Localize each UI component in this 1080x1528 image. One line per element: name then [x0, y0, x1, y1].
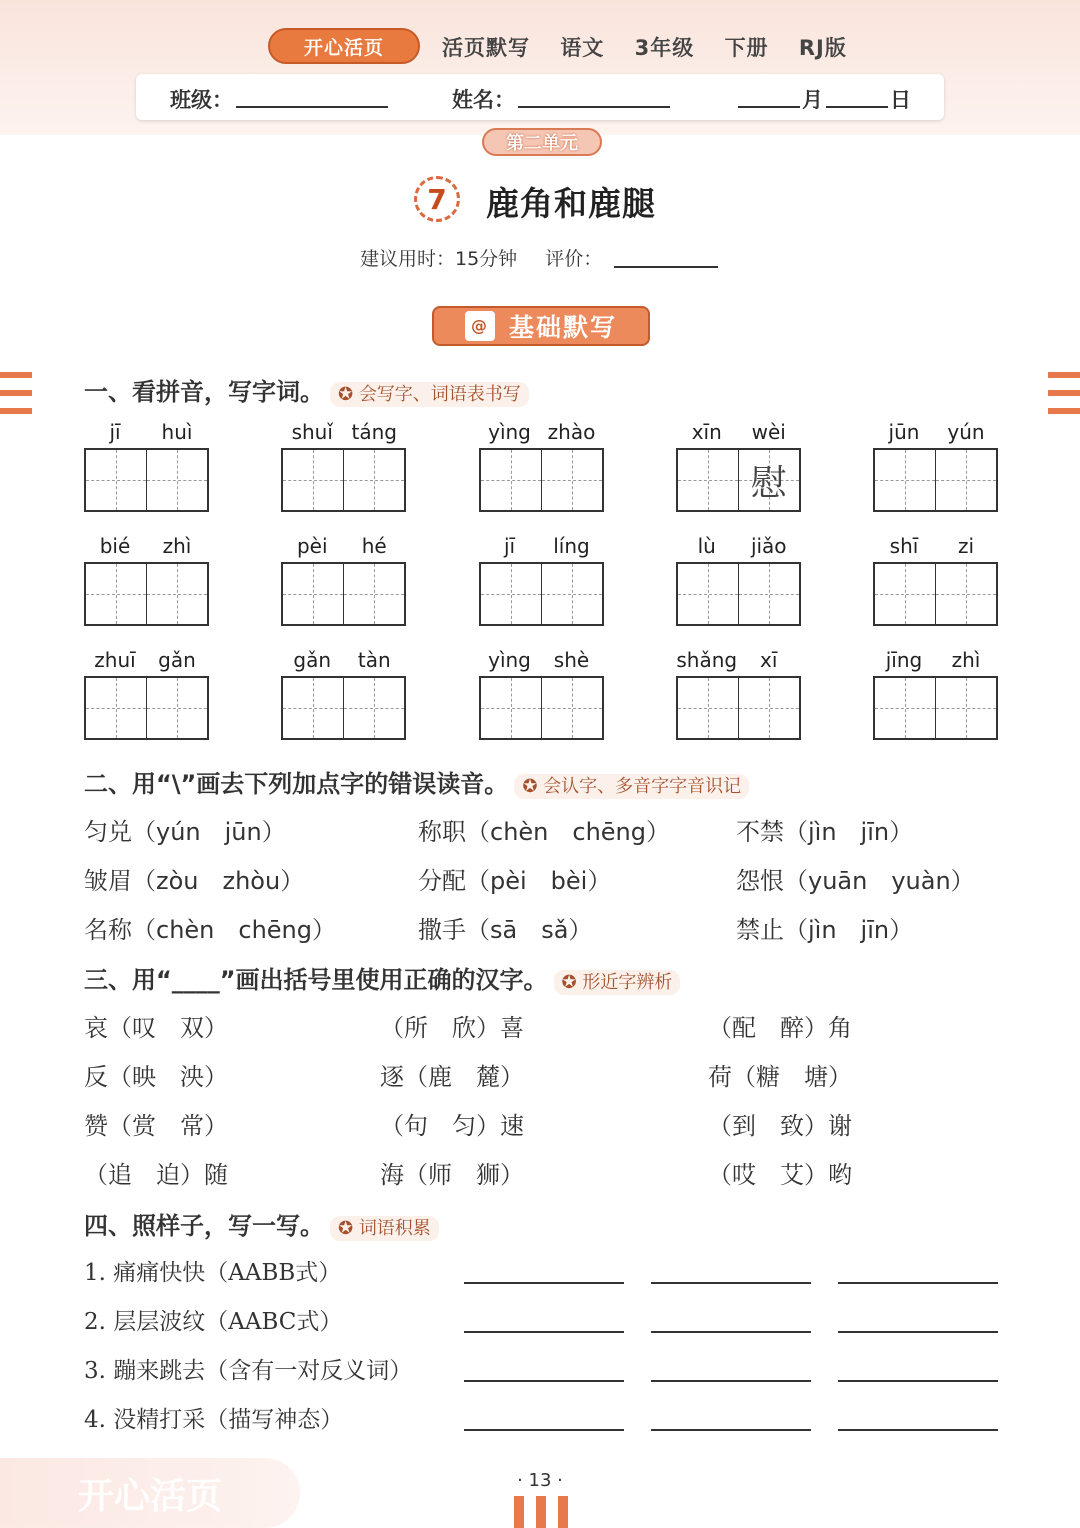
character-choice-item[interactable]: （追 迫）随	[84, 1161, 228, 1189]
pinyin-text: shǎng	[676, 648, 738, 672]
pinyin-text: shuǐ	[291, 420, 333, 444]
q1-heading	[84, 372, 529, 407]
character-choice-item[interactable]: （所 欣）喜	[380, 1014, 524, 1042]
pinyin-item	[479, 420, 604, 512]
pinyin-text: xīn	[691, 420, 722, 444]
pinyin-labels	[873, 534, 998, 562]
pronunciation-item[interactable]: 称职（chèn chēng）	[418, 818, 670, 846]
answer-line[interactable]	[651, 1282, 811, 1284]
pinyin-grid	[84, 420, 998, 762]
tian-grid-cell[interactable]	[481, 564, 542, 624]
pinyin-text: xī	[760, 648, 778, 672]
tian-grid-boxes	[676, 448, 801, 512]
tian-grid-cell[interactable]	[542, 450, 602, 510]
tian-grid-boxes	[84, 676, 209, 740]
q1-hint: ✪ 会写字、词语表书写	[330, 382, 529, 407]
tian-grid-cell[interactable]	[875, 678, 936, 738]
name-field[interactable]	[518, 106, 670, 108]
tian-grid-cell[interactable]	[875, 564, 936, 624]
pinyin-labels	[84, 648, 209, 676]
pronunciation-item[interactable]: 名称（chèn chēng）	[84, 916, 336, 944]
pronunciation-item[interactable]: 怨恨（yuān yuàn）	[736, 867, 975, 895]
tian-grid-boxes	[84, 562, 209, 626]
tian-grid-cell[interactable]	[739, 450, 799, 510]
pinyin-text: shī	[889, 534, 919, 558]
tian-grid-boxes	[676, 676, 801, 740]
lesson-number: 7	[414, 176, 460, 222]
answer-line[interactable]	[651, 1331, 811, 1333]
pinyin-text: huì	[161, 420, 193, 444]
series-item: 3年级	[634, 36, 695, 60]
character-choice-item[interactable]: 反（映 泱）	[84, 1063, 228, 1091]
tian-grid-boxes	[84, 448, 209, 512]
tian-grid-boxes	[873, 562, 998, 626]
pinyin-text: bié	[99, 534, 131, 558]
section-banner-label: 基础默写	[508, 313, 617, 342]
character-choice-item[interactable]: （配 醉）角	[708, 1014, 852, 1042]
character-choice-item[interactable]: 逐（鹿 麓）	[380, 1063, 524, 1091]
pinyin-item	[84, 420, 209, 512]
pinyin-labels	[479, 534, 604, 562]
footer-logo: 开心活页	[0, 1458, 300, 1528]
pinyin-item	[676, 534, 801, 626]
character-choice-item[interactable]: 海（师 狮）	[380, 1161, 524, 1189]
pinyin-text: zhào	[547, 420, 596, 444]
pinyin-labels	[281, 420, 406, 448]
pinyin-text: wèi	[751, 420, 786, 444]
answer-line[interactable]	[651, 1429, 811, 1431]
pinyin-text: jīng	[885, 648, 923, 672]
tian-grid-boxes	[479, 448, 604, 512]
character-choice-item[interactable]: （哎 艾）哟	[708, 1161, 852, 1189]
word-pattern-item: 2. 层层波纹（AABC式）	[84, 1309, 343, 1335]
time-row	[360, 244, 602, 271]
pinyin-row	[84, 648, 998, 740]
pinyin-item	[676, 420, 801, 512]
tian-grid-cell[interactable]	[542, 564, 602, 624]
tian-grid-cell[interactable]	[678, 564, 739, 624]
tian-grid-cell[interactable]	[86, 450, 147, 510]
answer-line[interactable]	[464, 1282, 624, 1284]
pinyin-labels	[676, 648, 801, 676]
class-label: 班级：	[170, 88, 233, 112]
series-info	[442, 32, 869, 62]
pinyin-labels	[873, 420, 998, 448]
tian-grid-boxes	[479, 562, 604, 626]
page-number: · 13 ·	[517, 1470, 563, 1491]
pinyin-text: jī	[503, 534, 516, 558]
pinyin-text: jūn	[888, 420, 920, 444]
q2-hint: ✪ 会认字、多音字字音识记	[514, 774, 749, 799]
q3-hint: ✪ 形近字辨析	[554, 970, 681, 995]
q1-title: 一、看拼音，写字词。	[84, 378, 324, 406]
q3-title: 三、用“____”画出括号里使用正确的汉字。	[84, 966, 548, 994]
tian-grid-cell[interactable]	[936, 450, 996, 510]
tian-grid-cell[interactable]	[147, 564, 207, 624]
pinyin-text: líng	[553, 534, 590, 558]
pinyin-labels	[479, 420, 604, 448]
tian-grid-cell[interactable]	[283, 678, 344, 738]
pinyin-text: jī	[109, 420, 121, 444]
tian-grid-cell[interactable]	[283, 564, 344, 624]
pinyin-text: táng	[351, 420, 397, 444]
book-icon: @	[465, 311, 495, 341]
pinyin-item	[84, 534, 209, 626]
pronunciation-item[interactable]: 撒手（sā sǎ）	[418, 916, 593, 944]
day-label: 日	[890, 88, 911, 112]
tian-grid-cell[interactable]	[86, 564, 147, 624]
tian-grid-boxes	[873, 676, 998, 740]
pinyin-item	[479, 534, 604, 626]
pinyin-text: yún	[947, 420, 985, 444]
pinyin-text: gǎn	[158, 648, 196, 672]
answer-line[interactable]	[464, 1380, 624, 1382]
evaluation-field[interactable]	[614, 266, 718, 268]
q2-heading	[84, 764, 749, 799]
tian-grid-cell[interactable]	[678, 678, 739, 738]
word-pattern-item: 3. 蹦来跳去（含有一对反义词）	[84, 1358, 413, 1384]
tian-grid-cell[interactable]	[678, 450, 739, 510]
pinyin-labels	[84, 534, 209, 562]
answer-line[interactable]	[838, 1380, 998, 1382]
q4-hint: ✪ 词语积累	[330, 1216, 439, 1241]
tian-grid-cell[interactable]	[739, 564, 799, 624]
pronunciation-item[interactable]: 皱眉（zòu zhòu）	[84, 867, 305, 895]
pinyin-item	[281, 420, 406, 512]
right-side-stripes	[1048, 372, 1080, 424]
lesson-title: 鹿角和鹿腿	[486, 184, 656, 223]
tian-grid-cell[interactable]	[344, 678, 404, 738]
answer-line[interactable]	[838, 1429, 998, 1431]
pinyin-labels	[281, 648, 406, 676]
pinyin-text: tàn	[357, 648, 391, 672]
q4-title: 四、照样子，写一写。	[84, 1212, 324, 1240]
q4-heading	[84, 1206, 439, 1241]
pinyin-text: yìng	[488, 648, 531, 672]
pinyin-item	[84, 648, 209, 740]
word-pattern-item: 1. 痛痛快快（AABB式）	[84, 1260, 342, 1286]
pinyin-labels	[84, 420, 209, 448]
bottom-bars	[514, 1496, 568, 1528]
answer-line[interactable]	[838, 1331, 998, 1333]
day-field[interactable]	[826, 106, 888, 108]
tian-grid-cell[interactable]	[481, 678, 542, 738]
pinyin-labels	[676, 420, 801, 448]
tian-grid-cell[interactable]	[344, 564, 404, 624]
unit-badge: 第二单元	[482, 128, 602, 156]
tian-grid-boxes	[676, 562, 801, 626]
class-field[interactable]	[236, 106, 388, 108]
pronunciation-item[interactable]: 禁止（jìn jīn）	[736, 916, 914, 944]
tian-grid-boxes	[479, 676, 604, 740]
pronunciation-item[interactable]: 分配（pèi bèi）	[418, 867, 612, 895]
character-choice-item[interactable]: 哀（叹 双）	[84, 1014, 228, 1042]
tian-grid-cell[interactable]	[936, 564, 996, 624]
tian-grid-cell[interactable]	[86, 678, 147, 738]
pinyin-item	[873, 648, 998, 740]
suggested-time: 建议用时：15分钟	[360, 248, 518, 270]
series-item: RJ版	[798, 36, 847, 60]
q2-title: 二、用“\”画去下列加点字的错误读音。	[84, 770, 509, 798]
word-pattern-item: 4. 没精打采（描写神态）	[84, 1407, 344, 1433]
tian-grid-cell[interactable]	[739, 678, 799, 738]
evaluation-label: 评价：	[545, 248, 603, 270]
name-label: 姓名：	[452, 88, 515, 112]
pinyin-text: yìng	[488, 420, 531, 444]
tian-grid-cell[interactable]	[147, 450, 207, 510]
tian-grid-boxes	[281, 448, 406, 512]
brand-logo: 开心活页	[268, 28, 420, 64]
month-label: 月	[802, 88, 823, 112]
tian-grid-boxes	[281, 676, 406, 740]
series-item: 活页默写	[442, 36, 530, 60]
tian-grid-cell[interactable]	[542, 678, 602, 738]
q3-heading	[84, 960, 680, 995]
month-field[interactable]	[738, 106, 800, 108]
tian-grid-cell[interactable]	[344, 450, 404, 510]
pinyin-row	[84, 420, 998, 512]
pronunciation-item[interactable]: 不禁（jìn jīn）	[736, 818, 914, 846]
series-item: 语文	[560, 36, 605, 60]
character-choice-item[interactable]: （到 致）谢	[708, 1112, 852, 1140]
pinyin-item	[281, 534, 406, 626]
pronunciation-item[interactable]: 匀兑（yún jūn）	[84, 818, 286, 846]
tian-grid-cell[interactable]	[283, 450, 344, 510]
pinyin-item	[676, 648, 801, 740]
tian-grid-cell[interactable]	[936, 678, 996, 738]
pinyin-labels	[873, 648, 998, 676]
tian-grid-cell[interactable]	[875, 450, 936, 510]
character-choice-item[interactable]: （句 匀）速	[380, 1112, 524, 1140]
tian-grid-boxes	[281, 562, 406, 626]
pinyin-labels	[479, 648, 604, 676]
character-choice-item[interactable]: 荷（糖 塘）	[708, 1063, 852, 1091]
answer-line[interactable]	[464, 1331, 624, 1333]
pinyin-item	[479, 648, 604, 740]
tian-grid-cell[interactable]	[147, 678, 207, 738]
pinyin-item	[873, 534, 998, 626]
pinyin-text: gǎn	[293, 648, 332, 672]
pinyin-text: zhì	[162, 534, 192, 558]
pinyin-text: jiǎo	[750, 534, 787, 558]
pinyin-row	[84, 534, 998, 626]
pinyin-labels	[281, 534, 406, 562]
tian-grid-boxes	[873, 448, 998, 512]
pinyin-text: pèi	[296, 534, 328, 558]
answer-line[interactable]	[651, 1380, 811, 1382]
tian-grid-cell[interactable]	[481, 450, 542, 510]
pinyin-text: zhuī	[94, 648, 136, 672]
answer-line[interactable]	[464, 1429, 624, 1431]
left-side-stripes	[0, 372, 32, 424]
pinyin-text: hé	[361, 534, 387, 558]
pinyin-text: zhì	[951, 648, 981, 672]
section-banner	[432, 306, 650, 346]
pinyin-text: shè	[553, 648, 590, 672]
pinyin-item	[873, 420, 998, 512]
series-item: 下册	[724, 36, 769, 60]
pinyin-text: lù	[697, 534, 716, 558]
written-character: 慰	[750, 462, 787, 504]
pinyin-item	[281, 648, 406, 740]
answer-line[interactable]	[838, 1282, 998, 1284]
pinyin-labels	[676, 534, 801, 562]
character-choice-item[interactable]: 赞（赏 常）	[84, 1112, 228, 1140]
pinyin-text: zi	[957, 534, 975, 558]
